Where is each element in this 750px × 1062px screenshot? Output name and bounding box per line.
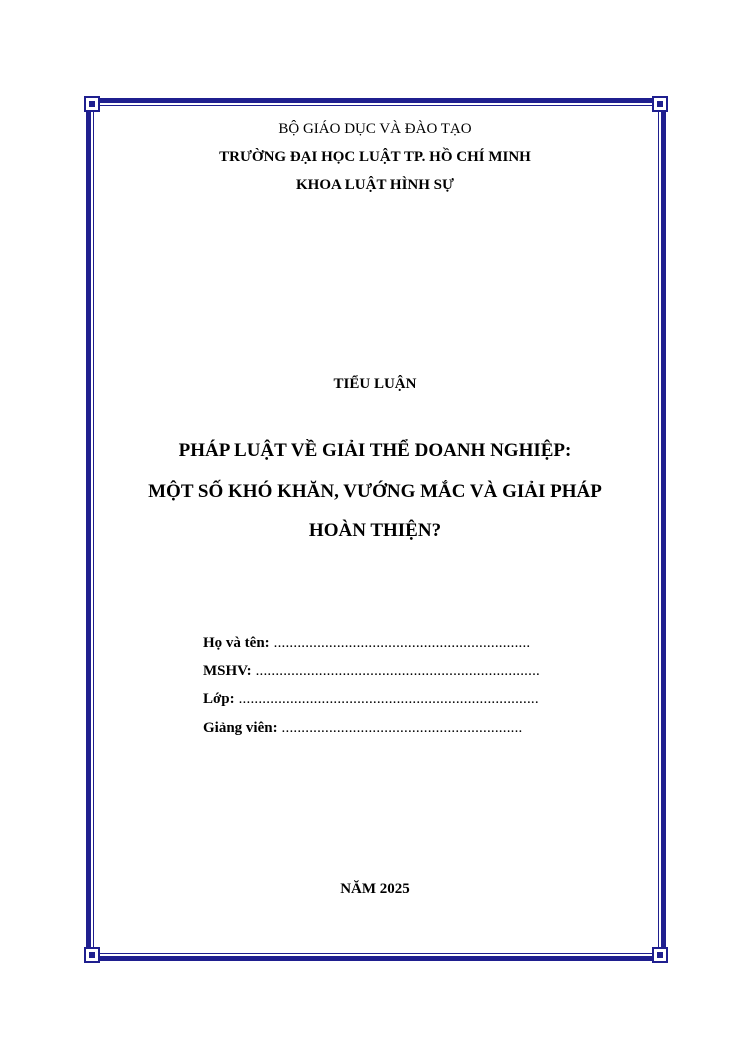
field-label: Họ và tên:: [203, 635, 270, 651]
info-field-student-id: [203, 663, 540, 680]
border-corner-ornament: [652, 96, 668, 112]
field-blank: .............................................................: [277, 720, 523, 736]
info-field-lecturer: [203, 720, 523, 737]
field-label: Lớp:: [203, 691, 235, 707]
border-corner-ornament: [84, 947, 100, 963]
document-title-line: PHÁP LUẬT VỀ GIẢI THỂ DOANH NGHIỆP:: [178, 440, 572, 461]
field-label: MSHV:: [203, 663, 252, 679]
field-blank: ........................................................................: [251, 663, 540, 679]
document-title-line: HOÀN THIỆN?: [308, 520, 442, 541]
info-field-student-name: [203, 635, 530, 652]
faculty-name: KHOA LUẬT HÌNH SỰ: [296, 177, 454, 193]
year-label: NĂM 2025: [340, 881, 410, 897]
border-corner-ornament: [652, 947, 668, 963]
ministry-name: BỘ GIÁO DỤC VÀ ĐÀO TẠO: [278, 121, 472, 137]
field-blank: ............................................................................: [234, 691, 539, 707]
university-name: TRƯỜNG ĐẠI HỌC LUẬT TP. HỒ CHÍ MINH: [219, 149, 531, 165]
border-corner-ornament: [84, 96, 100, 112]
field-blank: .................................................................: [269, 635, 531, 651]
document-type: TIỂU LUẬN: [333, 376, 417, 392]
document-title-line: MỘT SỐ KHÓ KHĂN, VƯỚNG MẮC VÀ GIẢI PHÁP: [148, 481, 602, 502]
field-label: Giảng viên:: [203, 720, 278, 736]
info-field-class: [203, 691, 539, 708]
